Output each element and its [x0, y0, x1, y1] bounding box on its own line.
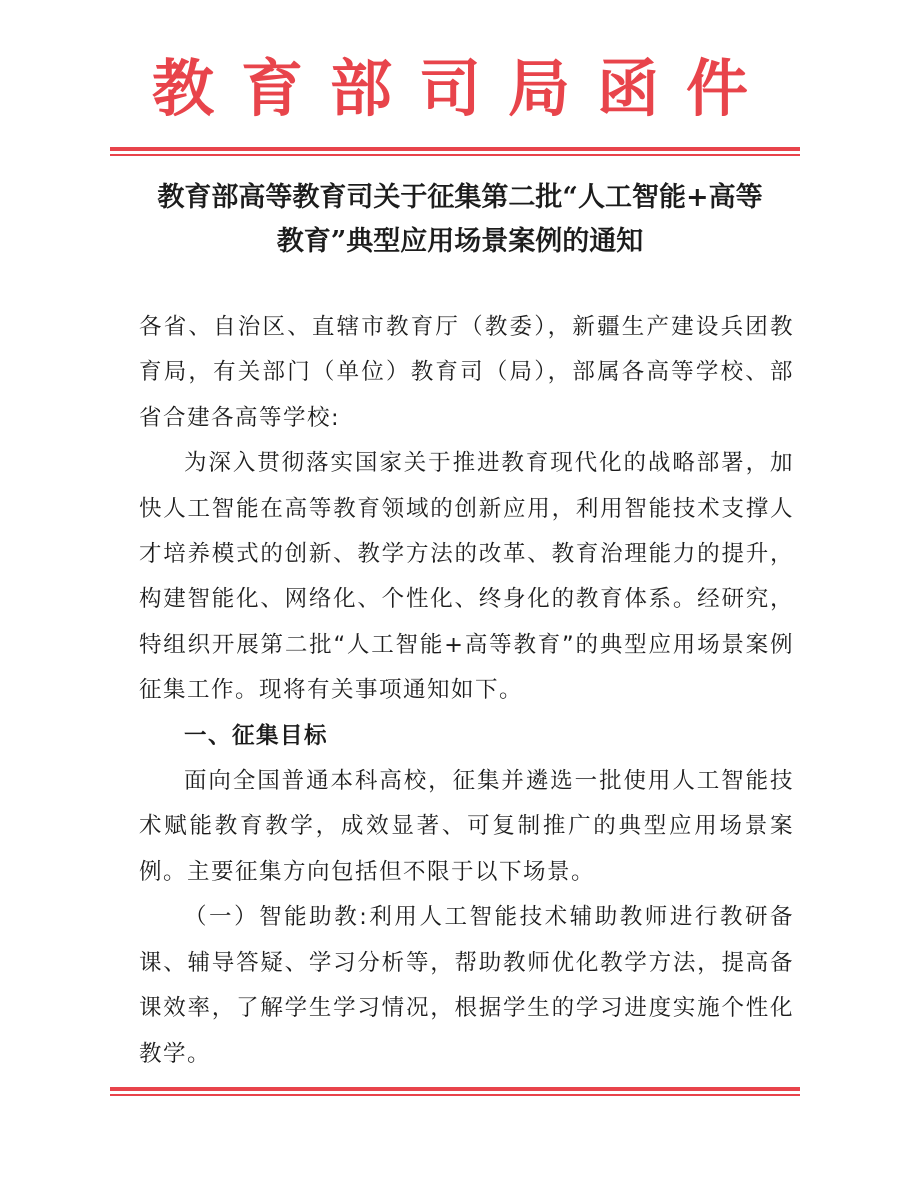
document-title-line-1: 教育部高等教育司关于征集第二批“人工智能+高等	[157, 182, 763, 213]
letterhead-bottom-rule	[110, 1087, 800, 1097]
addressee-paragraph: 各省、自治区、直辖市教育厅（教委），新疆生产建设兵团教育局，有关部门（单位）教育司（局），部属各高等学校、部省合建各高等学校:	[139, 314, 794, 431]
rule-thick-line	[110, 1087, 800, 1091]
letterhead-top-rule	[110, 147, 800, 157]
section-1-heading: 一、征集目标	[184, 722, 329, 749]
intro-paragraph: 为深入贯彻落实国家关于推进教育现代化的战略部署，加快人工智能在高等教育领域的创新应用，利用智能技术支撑人才培养模式的创新、教学方法的改革、教育治理能力的提升，构建智能化、网络化、个性化、终身化的教育体系。经研究，特组织开展第二批“人工智能+高等教育”的典型应用场景案例征集工作。现将有关事项通知如下。	[139, 450, 794, 704]
item-1-label: （一）智能助教:	[184, 904, 369, 931]
item-1-text: 利用人工智能技术辅助教师进行教研备课、辅导答疑、学习分析等，帮助教师优化教学方法，提高备课效率，了解学生学习情况，根据学生的学习进度实施个性化教学。	[139, 904, 794, 1067]
rule-thick-line	[110, 147, 800, 151]
rule-thin-line	[110, 154, 800, 156]
section-1-paragraph: 面向全国普通本科高校，征集并遴选一批使用人工智能技术赋能教育教学，成效显著、可复制推广的典型应用场景案例。主要征集方向包括但不限于以下场景。	[139, 768, 794, 885]
rule-thin-line	[110, 1094, 800, 1096]
item-1-paragraph	[139, 895, 794, 1077]
letterhead-title: 教育部司局函件	[151, 52, 775, 125]
document-body	[139, 305, 794, 1077]
document-title	[120, 176, 800, 264]
document-title-line-2: 教育”典型应用场景案例的通知	[276, 226, 644, 257]
